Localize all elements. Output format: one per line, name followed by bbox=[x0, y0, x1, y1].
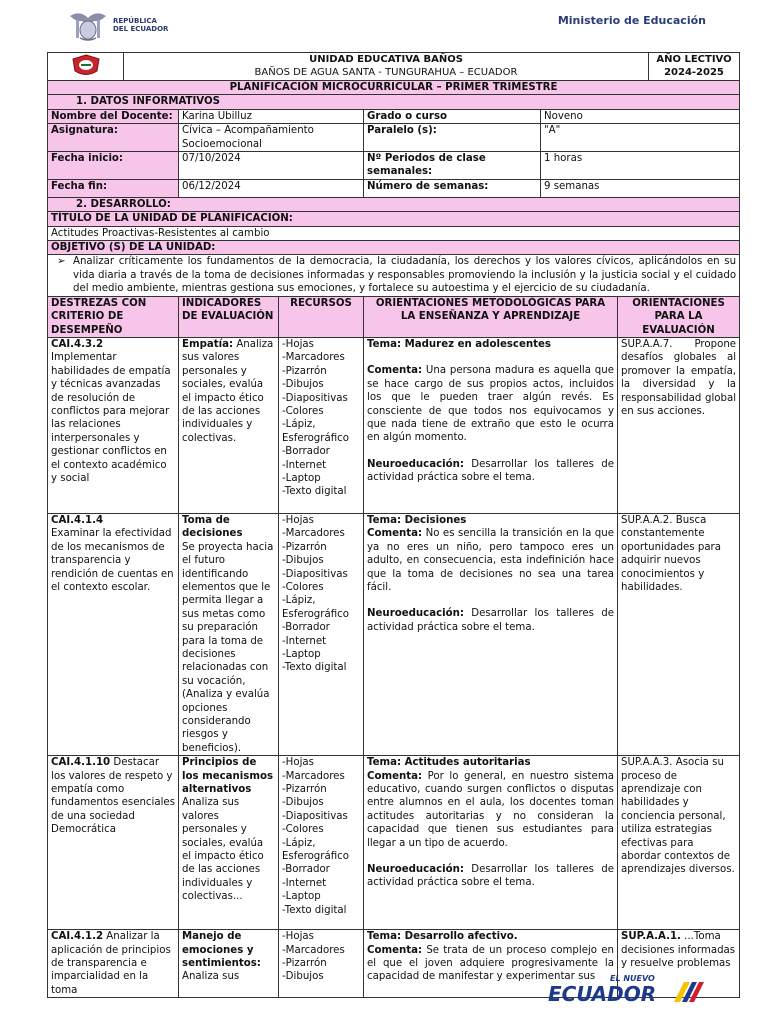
asignatura-label: Asignatura: bbox=[48, 124, 179, 152]
indicador-text: Analiza sus valores personales y sociales, evalúa el impacto ético de las acciones individuales y colectivas. bbox=[182, 338, 274, 444]
comenta-text: Por lo general, en nuestro sistema educativo, cuando surgen conflictos o disputas entre alumnos en el aula, los docentes toman actitudes autoritarias y no consideran la capacidad que tienen sus estudiantes para llegar a un tipo de acuerdo. bbox=[367, 770, 614, 849]
school-info-cell bbox=[124, 53, 649, 82]
indicador-cell bbox=[179, 513, 279, 755]
ecuador-coat-of-arms-icon bbox=[66, 8, 110, 42]
destreza-text: Destacar los valores de respeto y empatía como fundamentos esenciales de una sociedad Democrática bbox=[51, 757, 176, 836]
destreza-code: CAI.4.1.10 bbox=[51, 757, 111, 769]
comenta-text: Se trata de un proceso complejo en el que el joven adquiere progresivamente la capacidad de manifestar y experimentar sus bbox=[367, 944, 614, 983]
titulo-value: Actitudes Proactivas-Resistentes al cambio bbox=[48, 226, 740, 240]
indicador-cell bbox=[179, 930, 279, 998]
destreza-code: CAI.4.3.2 bbox=[51, 338, 104, 350]
school-seal-icon bbox=[71, 54, 101, 78]
destreza-cell bbox=[48, 337, 179, 513]
neuro-text: Desarrollar los talleres de actividad práctica sobre el tema. bbox=[367, 864, 614, 889]
indicador-cell bbox=[179, 756, 279, 930]
orientaciones-cell bbox=[364, 756, 618, 930]
bullet-arrow-icon: ➢ bbox=[57, 256, 66, 268]
recursos-cell: -Hojas -Marcadores -Pizarrón -Dibujos -Diapositivas -Colores -Lápiz, Esferográfico -Borrador -Internet -Laptop -Texto digital bbox=[279, 337, 364, 513]
periodos-label: Nº Periodos de clase semanales: bbox=[364, 152, 541, 180]
indicador-title: Empatía: bbox=[182, 338, 234, 350]
planning-header-table bbox=[47, 52, 740, 82]
grado-value: Noveno bbox=[541, 109, 740, 123]
indicador-text: Se proyecta hacia el futuro identificando elementos que le permita llegar a sus metas como su preparación para la toma de decisiones relacionadas con su vocación, (Analiza y evalúa opciones considerando riesgos y beneficios). bbox=[182, 541, 274, 754]
paralelo-label: Paralelo (s): bbox=[364, 124, 541, 152]
neuro-label: Neuroeducación: bbox=[367, 458, 464, 470]
republic-logo bbox=[66, 8, 168, 42]
indicador-title: Manejo de emociones y sentimientos: bbox=[182, 931, 261, 970]
school-year-cell bbox=[649, 53, 740, 82]
comenta-label: Comenta: bbox=[367, 365, 423, 377]
docente-value: Karina Ubilluz bbox=[179, 109, 364, 123]
school-year-value: 2024-2025 bbox=[664, 67, 724, 79]
planning-table bbox=[47, 80, 740, 998]
tema-title: Tema: Desarrollo afectivo. bbox=[367, 931, 518, 943]
evaluacion-code: SUP.A.A.1. bbox=[621, 931, 681, 943]
semanas-value: 9 semanas bbox=[541, 179, 740, 197]
destreza-text: Examinar la efectividad de los mecanismos de transparencia y rendición de cuentas en el contexto escolar. bbox=[51, 528, 174, 593]
comenta-label: Comenta: bbox=[367, 944, 423, 956]
tema-title: Tema: Decisiones bbox=[367, 514, 467, 526]
republic-text-1: REPÚBLICA bbox=[113, 17, 157, 25]
table-row bbox=[48, 756, 740, 930]
indicador-text: Analiza sus valores personales y sociales, evalúa el impacto ético de las acciones individuales y colectivas... bbox=[182, 797, 264, 903]
grado-label: Grado o curso bbox=[364, 109, 541, 123]
neuro-text: Desarrollar los talleres de actividad práctica sobre el tema. bbox=[367, 608, 614, 633]
neuro-text: Desarrollar los talleres de actividad práctica sobre el tema. bbox=[367, 458, 614, 484]
plan-title: PLANIFICACIÓN MICROCURRICULAR – PRIMER TRIMESTRE bbox=[48, 81, 740, 95]
neuro-label: Neuroeducación: bbox=[367, 864, 464, 876]
col-indicadores: INDICADORES DE EVALUACIÓN bbox=[179, 296, 279, 337]
comenta-text: Una persona madura es aquella que se hace cargo de sus propios actos, incluidos los que le pueden traer algún revés. Es consciente de que todos nos equivocamos y que nada tiene de extraño que esto le ocurra en algún momento. bbox=[367, 365, 614, 444]
destreza-cell bbox=[48, 930, 179, 998]
recursos-cell: -Hojas -Marcadores -Pizarrón -Dibujos -Diapositivas -Colores -Lápiz, Esferográfico -Borrador -Internet -Laptop -Texto digital bbox=[279, 513, 364, 755]
destreza-code: CAI.4.1.4 bbox=[51, 514, 104, 526]
objetivo-cell bbox=[48, 255, 740, 296]
ministry-title: Ministerio de Educación bbox=[557, 14, 706, 27]
destreza-cell bbox=[48, 513, 179, 755]
objetivo-label: OBJETIVO (S) DE LA UNIDAD: bbox=[48, 241, 740, 255]
orientaciones-cell bbox=[364, 337, 618, 513]
orientaciones-cell bbox=[364, 513, 618, 755]
fin-value: 06/12/2024 bbox=[179, 179, 364, 197]
evaluacion-cell: SUP.A.A.7. Propone desafíos globales al promover la empatía, la diversidad y la responsabilidad global en sus acciones. bbox=[618, 337, 740, 513]
school-seal-cell bbox=[48, 53, 124, 82]
indicador-text: Analiza sus bbox=[182, 971, 240, 983]
evaluacion-cell: SUP.A.A.3. Asocia su proceso de aprendizaje con habilidades y conciencia personal, utiliza estrategias efectivas para abordar contextos de aprendizajes diversos. bbox=[618, 756, 740, 930]
col-recursos: RECURSOS bbox=[279, 296, 364, 337]
table-row bbox=[48, 337, 740, 513]
recursos-cell: -Hojas -Marcadores -Pizarrón -Dibujos bbox=[279, 930, 364, 998]
school-name: UNIDAD EDUCATIVA BAÑOS bbox=[309, 54, 463, 65]
republic-text-2: DEL ECUADOR bbox=[113, 25, 169, 33]
comenta-label: Comenta: bbox=[367, 528, 423, 540]
section-desarrollo: 2. DESARROLLO: bbox=[48, 197, 740, 211]
tema-title: Tema: Madurez en adolescentes bbox=[367, 338, 551, 350]
paralelo-value: "A" bbox=[541, 124, 740, 152]
destreza-text: Analizar la aplicación de principios de transparencia e imparcialidad en la toma bbox=[51, 931, 171, 996]
footer-small-text: EL NUEVO bbox=[610, 974, 655, 983]
school-location: BAÑOS DE AGUA SANTA - TUNGURAHUA – ECUADOR bbox=[254, 67, 518, 79]
footer-big-text: ECUADOR bbox=[548, 982, 657, 1006]
semanas-label: Número de semanas: bbox=[364, 179, 541, 197]
recursos-cell: -Hojas -Marcadores -Pizarrón -Dibujos -Diapositivas -Colores -Lápiz, Esferográfico -Borrador -Internet -Laptop -Texto digital bbox=[279, 756, 364, 930]
inicio-value: 07/10/2024 bbox=[179, 152, 364, 180]
fin-label: Fecha fin: bbox=[48, 179, 179, 197]
col-evaluacion: ORIENTACIONES PARA LA EVALUACIÓN bbox=[618, 296, 740, 337]
comenta-text: No es sencilla la transición en la que ya no eres un niño, pero tampoco eres un adulto, en consecuencia, esta indefinición hace que la toma de decisiones no sea una tarea fácil. bbox=[367, 528, 614, 593]
titulo-label: TÍTULO DE LA UNIDAD DE PLANIFICACIÓN: bbox=[48, 212, 740, 226]
school-year-label: AÑO LECTIVO bbox=[656, 54, 732, 65]
section-datos: 1. DATOS INFORMATIVOS bbox=[48, 95, 740, 109]
indicador-cell bbox=[179, 337, 279, 513]
indicador-title: Principios de los mecanismos alternativos bbox=[182, 757, 274, 796]
tema-title: Tema: Actitudes autoritarias bbox=[367, 757, 531, 769]
periodos-value: 1 horas bbox=[541, 152, 740, 180]
indicador-title: Toma de decisiones bbox=[182, 514, 243, 540]
evaluacion-text: ...Toma decisiones informadas y resuelve problemas bbox=[621, 931, 736, 970]
destreza-code: CAI.4.1.2 bbox=[51, 931, 104, 943]
evaluacion-cell: SUP.A.A.2. Busca constantemente oportunidades para adquirir nuevos conocimientos y habilidades. bbox=[618, 513, 740, 755]
inicio-label: Fecha inicio: bbox=[48, 152, 179, 180]
docente-label: Nombre del Docente: bbox=[48, 109, 179, 123]
page-header bbox=[0, 0, 768, 46]
comenta-label: Comenta: bbox=[367, 770, 423, 782]
flag-stripes-icon bbox=[666, 980, 706, 1004]
el-nuevo-ecuador-logo bbox=[548, 974, 708, 1010]
neuro-label: Neuroeducación: bbox=[367, 608, 464, 620]
col-orientaciones: ORIENTACIONES METODOLÓGICAS PARA LA ENSEÑANZA Y APRENDIZAJE bbox=[364, 296, 618, 337]
table-row bbox=[48, 513, 740, 755]
destreza-text: Implementar habilidades de empatía y técnicas avanzadas de resolución de conflictos para mejorar las relaciones interpersonales y gestionar conflictos en el contexto académico y social bbox=[51, 352, 171, 484]
objetivo-value: Analizar críticamente los fundamentos de la democracia, la ciudadanía, los derechos y los valores cívicos, aplicándolos en su vida diaria a través de la toma de decisiones informadas y responsables promoviendo la inclusión y la justicia social y el cuidado del medio ambiente, mientras gestiona sus emociones, y fortalece su autoestima y el ejercicio de su ciudadanía. bbox=[73, 256, 737, 295]
col-destrezas: DESTREZAS CON CRITERIO DE DESEMPEÑO bbox=[48, 296, 179, 337]
asignatura-value: Cívica – Acompañamiento Socioemocional bbox=[179, 124, 364, 152]
destreza-cell bbox=[48, 756, 179, 930]
